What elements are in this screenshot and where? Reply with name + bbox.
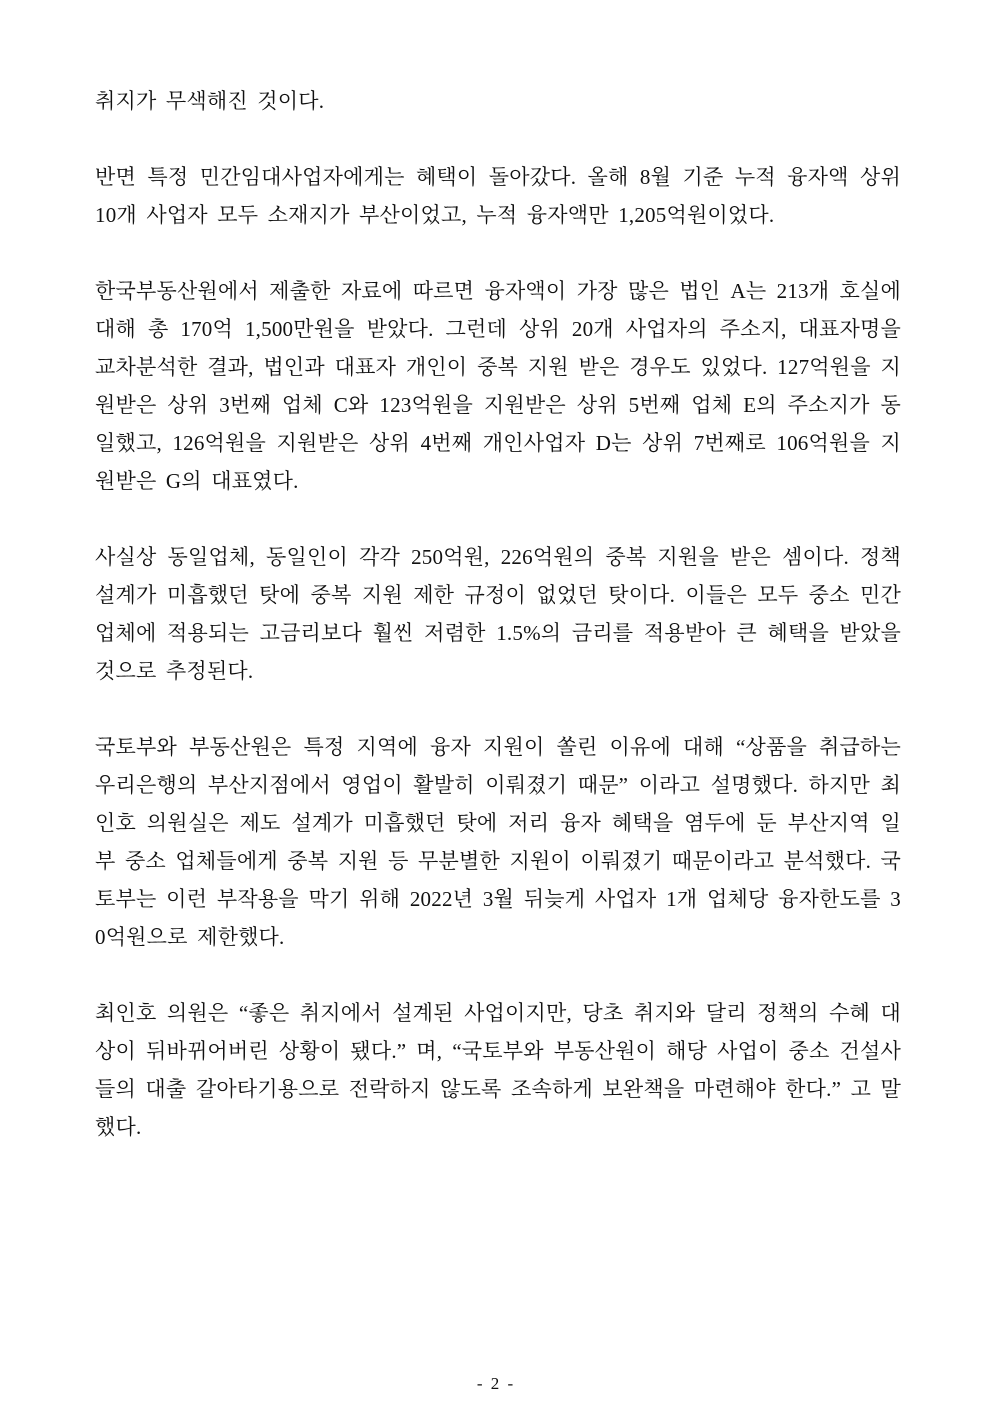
paragraph-2: 반면 특정 민간임대사업자에게는 혜택이 돌아갔다. 올해 8월 기준 누적 융자액 상위 10개 사업자 모두 소재지가 부산이었고, 누적 융자액만 1,205억원이었다. bbox=[95, 165, 901, 227]
paragraph-6: 최인호 의원은 “좋은 취지에서 설계된 사업이지만, 당초 취지와 달리 정책의 수혜 대상이 뒤바뀌어버린 상황이 됐다.” 며, “국토부와 부동산원이 해당 사업이 중소 건설사들의 대출 갈아타기용으로 전락하지 않도록 조속하게 보완책을 마련해야 한다.” 고 말했다. bbox=[95, 1001, 901, 1139]
paragraph-1: 취지가 무색해진 것이다. bbox=[95, 89, 325, 113]
paragraph-4: 사실상 동일업체, 동일인이 각각 250억원, 226억원의 중복 지원을 받은 셈이다. 정책 설계가 미흡했던 탓에 중복 지원 제한 규정이 없었던 탓이다. 이들은 모두 중소 민간업체에 적용되는 고금리보다 훨씬 저렴한 1.5%의 금리를 적용받아 큰 혜택을 받았을 것으로 추정된다. bbox=[95, 545, 901, 683]
document-body bbox=[95, 82, 901, 1146]
paragraph-5: 국토부와 부동산원은 특정 지역에 융자 지원이 쏠린 이유에 대해 “상품을 취급하는 우리은행의 부산지점에서 영업이 활발히 이뤄졌기 때문” 이라고 설명했다. 하지만 최인호 의원실은 제도 설계가 미흡했던 탓에 저리 융자 혜택을 염두에 둔 부산지역 일부 중소 업체들에게 중복 지원 등 무분별한 지원이 이뤄졌기 때문이라고 분석했다. 국토부는 이런 부작용을 막기 위해 2022년 3월 뒤늦게 사업자 1개 업체당 융자한도를 30억원으로 제한했다. bbox=[95, 735, 901, 949]
paragraph-3: 한국부동산원에서 제출한 자료에 따르면 융자액이 가장 많은 법인 A는 213개 호실에 대해 총 170억 1,500만원을 받았다. 그런데 상위 20개 사업자의 주소지, 대표자명을 교차분석한 결과, 법인과 대표자 개인이 중복 지원 받은 경우도 있었다. 127억원을 지원받은 상위 3번째 업체 C와 123억원을 지원받은 상위 5번째 업체 E의 주소지가 동일했고, 126억원을 지원받은 상위 4번째 개인사업자 D는 상위 7번째로 106억원을 지원받은 G의 대표였다. bbox=[95, 279, 901, 493]
page-number: - 2 - bbox=[476, 1374, 516, 1393]
